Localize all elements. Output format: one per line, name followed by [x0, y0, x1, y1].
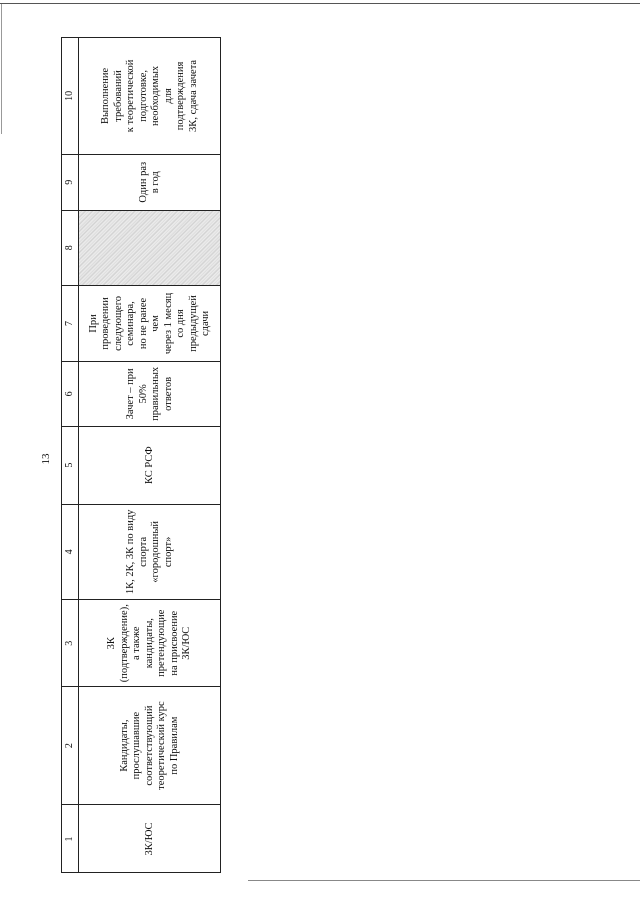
cell-pass-criteria: Зачет – при 50% правильных ответов	[125, 366, 174, 421]
table-column-2	[61, 686, 221, 804]
column-number-3: 3	[61, 600, 79, 686]
column-number-4: 4	[61, 505, 79, 600]
cell-category: 3К/ЮС	[143, 822, 155, 856]
table-column-6	[61, 361, 221, 426]
cell-sport-categories: 1К, 2К, 3К по виду спорта «городошный спорт»	[125, 509, 174, 595]
cell-candidates: Кандидаты, прослушавшие соответствующий теоретический курс по Правилам	[118, 701, 180, 790]
column-number-6: 6	[61, 362, 79, 426]
cell-commission: КС РСФ	[143, 446, 155, 484]
column-number-9: 9	[61, 155, 79, 210]
column-number-10: 10	[61, 38, 79, 154]
table-column-7	[61, 285, 221, 361]
requirements-table	[61, 37, 221, 873]
cell-shaded	[79, 211, 221, 285]
cell-retake-conditions: При проведении следующего семинара, но не ранее чем через 1 месяц со дня предыдущей сдачи	[87, 292, 211, 355]
column-number-2: 2	[61, 687, 79, 804]
column-number-1: 1	[61, 805, 79, 873]
cell-frequency: Один раз в год	[137, 161, 161, 203]
table-column-3	[61, 599, 221, 686]
table-column-8	[61, 210, 221, 285]
cell-requirements: Выполнение требований к теоретической подготовке, необходимых для подтверждения 3К, сдача зачета	[100, 59, 199, 133]
table-column-4	[61, 504, 221, 600]
cell-qualification: 3К (подтверждение), а также кандидаты, претендующие на присвоение 3К/ЮС	[106, 604, 193, 683]
column-number-7: 7	[61, 286, 79, 361]
scan-edge-bottom	[248, 880, 640, 881]
table-column-5	[61, 426, 221, 504]
scan-edge-left	[1, 4, 2, 134]
page-number: 13	[40, 453, 52, 465]
table-column-9	[61, 154, 221, 210]
table-column-1	[61, 804, 221, 873]
rotated-table-area	[61, 37, 221, 873]
column-number-5: 5	[61, 427, 79, 504]
scan-edge-top	[0, 3, 640, 4]
table-column-10	[61, 37, 221, 154]
column-number-8: 8	[61, 211, 79, 285]
